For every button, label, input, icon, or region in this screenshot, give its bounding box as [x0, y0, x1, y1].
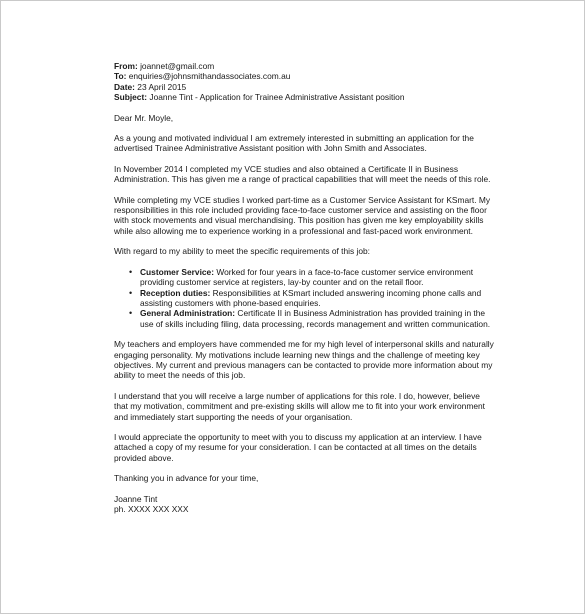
signature-block [114, 494, 494, 515]
signature-phone: ph. XXXX XXX XXX [114, 504, 189, 514]
from-line [114, 61, 494, 71]
paragraph-thanks: Thanking you in advance for your time, [114, 473, 259, 484]
paragraph-requirements-intro: With regard to my ability to meet the specific requirements of this job: [114, 246, 371, 257]
to-line [114, 71, 494, 81]
cover-letter [114, 61, 494, 514]
paragraph-experience: While completing my VCE studies I worked part-time as a Customer Service Assistant for KSmart. My responsibilities in this role included providing face-to-face customer service and assisting on the floor with stock movements and visual merchandising. This position has given me key employability skills while also allowing me to experience working in a professional and fast-paced work environment. [114, 194, 491, 236]
requirement-item [131, 288, 494, 309]
date-label: Date: [114, 81, 135, 92]
paragraph-understanding: I understand that you will receive a large number of applications for this role. I do, however, believe that my motivation, commitment and pre-existing skills will allow me to fit into your work environment and immediately start supporting the needs of your organisation. [114, 390, 485, 422]
paragraph-education: In November 2014 I completed my VCE studies and also obtained a Certificate II in Business Administration. This has given me a range of practical capabilities that will meet the needs of this role. [114, 163, 491, 185]
requirement-label: Reception duties: [140, 287, 211, 298]
paragraph-personality: My teachers and employers have commended me for my high level of interpersonal skills and naturally engaging personality. My motivations include learning new things and the challenge of meeting key objectives. My current and previous managers can be contacted to provide more information about my ability to meet the needs of this job. [114, 339, 494, 381]
requirement-text: Worked for four years in a face-to-face customer service environment providing customer service at registers, lay-by counter and on the retail floor. [140, 266, 474, 288]
requirement-text: Responsibilities at KSmart included answering incoming phone calls and assisting customers with phone-based enquiries. [140, 287, 482, 308]
to-label: To: [114, 71, 127, 82]
date-line [114, 82, 494, 92]
requirement-label: Customer Service: [140, 266, 215, 277]
salutation: Dear Mr. Moyle, [114, 112, 174, 123]
date-value: 23 April 2015 [137, 81, 187, 92]
subject-label: Subject: [114, 92, 148, 103]
from-label: From: [114, 61, 138, 71]
requirement-label: General Administration: [140, 308, 236, 319]
requirement-text: Certificate II in Business Administration has provided training in the use of skills including filing, data processing, records management and written communication. [140, 308, 491, 329]
requirement-item [131, 308, 494, 329]
paragraph-interview: I would appreciate the opportunity to meet with you to discuss my application at an interview. I have attached a copy of my resume for your consideration. I can be contacted at all times on the details provided above. [114, 431, 482, 463]
requirements-list [114, 267, 494, 329]
requirement-item [131, 267, 494, 288]
signature-name: Joanne Tint [114, 493, 158, 504]
subject-line [114, 92, 494, 102]
to-value: enquiries@johnsmithandassociates.com.au [128, 71, 291, 82]
email-header [114, 61, 494, 103]
subject-value: Joanne Tint - Application for Trainee Administrative Assistant position [149, 92, 405, 103]
paragraph-intro: As a young and motivated individual I am extremely interested in submitting an application for the advertised Trainee Administrative Assistant position with John Smith and Associates. [114, 133, 474, 154]
from-value: joannet@gmail.com [140, 61, 215, 71]
